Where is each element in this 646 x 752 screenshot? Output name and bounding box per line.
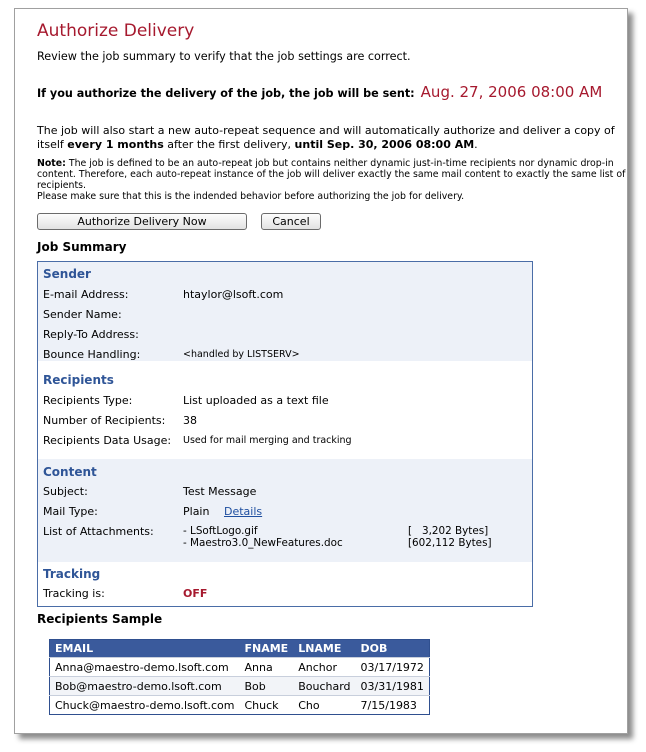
table-row	[50, 696, 430, 715]
table-row	[50, 677, 430, 696]
repeat-until: until Sep. 30, 2006 08:00 AM	[294, 137, 475, 151]
mail-type-label: Mail Type:	[43, 505, 98, 518]
auto-repeat-info	[37, 124, 637, 151]
bounce-value: <handled by LISTSERV>	[183, 349, 300, 360]
content-heading: Content	[43, 465, 97, 479]
tracking-section	[38, 565, 532, 605]
repeat-interval: every 1 months	[67, 137, 164, 151]
recipients-heading: Recipients	[43, 373, 114, 387]
data-usage-label: Recipients Data Usage:	[43, 434, 172, 447]
cell-lname: Cho	[293, 696, 355, 715]
cell-fname: Anna	[240, 658, 294, 677]
data-usage-value: Used for mail merging and tracking	[183, 435, 352, 446]
column-header-dob: DOB	[356, 640, 430, 658]
email-value: htaylor@lsoft.com	[183, 288, 284, 301]
recipients-type-value: List uploaded as a text file	[183, 394, 329, 407]
content-section	[38, 459, 532, 562]
job-summary-heading: Job Summary	[37, 240, 127, 254]
subject-value: Test Message	[183, 485, 257, 498]
auto-repeat-end: .	[474, 137, 478, 151]
details-link[interactable]: Details	[224, 505, 263, 518]
recipients-sample-heading: Recipients Sample	[37, 612, 163, 626]
cell-fname: Chuck	[240, 696, 294, 715]
page-subtitle: Review the job summary to verify that the job settings are correct.	[37, 50, 411, 63]
note-label: Note:	[37, 158, 66, 169]
reply-to-label: Reply-To Address:	[43, 328, 139, 341]
sender-name-label: Sender Name:	[43, 308, 122, 321]
content-frame	[14, 8, 628, 734]
subject-label: Subject:	[43, 485, 88, 498]
tracking-label: Tracking is:	[43, 587, 105, 600]
note-text: The job is defined to be an auto-repeat job but contains neither dynamic just-in-time recipients nor dynamic drop-in content. Therefore, each auto-repeat instance of the job will deliver exactly the same mail content to exactly the same list of recipients.	[37, 158, 626, 191]
mail-type-value: Plain	[183, 505, 210, 518]
attachments-label: List of Attachments:	[43, 525, 154, 538]
page-title: Authorize Delivery	[37, 21, 195, 41]
auto-repeat-text-2: after the first delivery,	[163, 137, 295, 151]
cell-dob: 03/31/1981	[356, 677, 430, 696]
table-row	[50, 658, 430, 677]
tracking-value: OFF	[183, 587, 208, 600]
cell-lname: Bouchard	[293, 677, 355, 696]
attachment-name: - Maestro3.0_NewFeatures.doc	[183, 537, 343, 549]
authorize-text: If you authorize the delivery of the job, the job will be sent:	[37, 87, 415, 100]
cell-dob: 03/17/1972	[356, 658, 430, 677]
cancel-button[interactable]: Cancel	[261, 213, 321, 230]
recipients-number-label: Number of Recipients:	[43, 414, 166, 427]
sender-section	[38, 262, 532, 361]
table-header-row	[50, 640, 430, 658]
attachment-name: - LSoftLogo.gif	[183, 525, 258, 537]
note	[37, 158, 637, 202]
cell-dob: 7/15/1983	[356, 696, 430, 715]
authorize-statement	[37, 83, 602, 101]
tracking-heading: Tracking	[43, 567, 101, 581]
cell-email: Anna@maestro-demo.lsoft.com	[50, 658, 240, 677]
recipients-sample-table	[49, 639, 430, 715]
cell-email: Chuck@maestro-demo.lsoft.com	[50, 696, 240, 715]
attachment-size: [602,112 Bytes]	[408, 537, 492, 549]
note-text-2: Please make sure that this is the indended behavior before authorizing the job for delivery.	[37, 191, 465, 202]
job-summary-box	[37, 261, 533, 607]
recipients-type-label: Recipients Type:	[43, 394, 133, 407]
auto-repeat-text: The job will also start a new auto-repeat sequence and will automatically authorize and deliver a copy of itself	[37, 124, 615, 151]
sender-heading: Sender	[43, 267, 91, 281]
recipients-number-value: 38	[183, 414, 197, 427]
cell-lname: Anchor	[293, 658, 355, 677]
email-label: E-mail Address:	[43, 288, 129, 301]
authorize-delivery-button[interactable]: Authorize Delivery Now	[37, 213, 247, 230]
bounce-label: Bounce Handling:	[43, 348, 141, 361]
column-header-lname: LNAME	[293, 640, 355, 658]
column-header-email: EMAIL	[50, 640, 240, 658]
column-header-fname: FNAME	[240, 640, 294, 658]
send-date: Aug. 27, 2006 08:00 AM	[420, 83, 603, 101]
cell-fname: Bob	[240, 677, 294, 696]
attachment-size: [ 3,202 Bytes]	[408, 525, 489, 537]
recipients-section	[38, 368, 532, 454]
cell-email: Bob@maestro-demo.lsoft.com	[50, 677, 240, 696]
